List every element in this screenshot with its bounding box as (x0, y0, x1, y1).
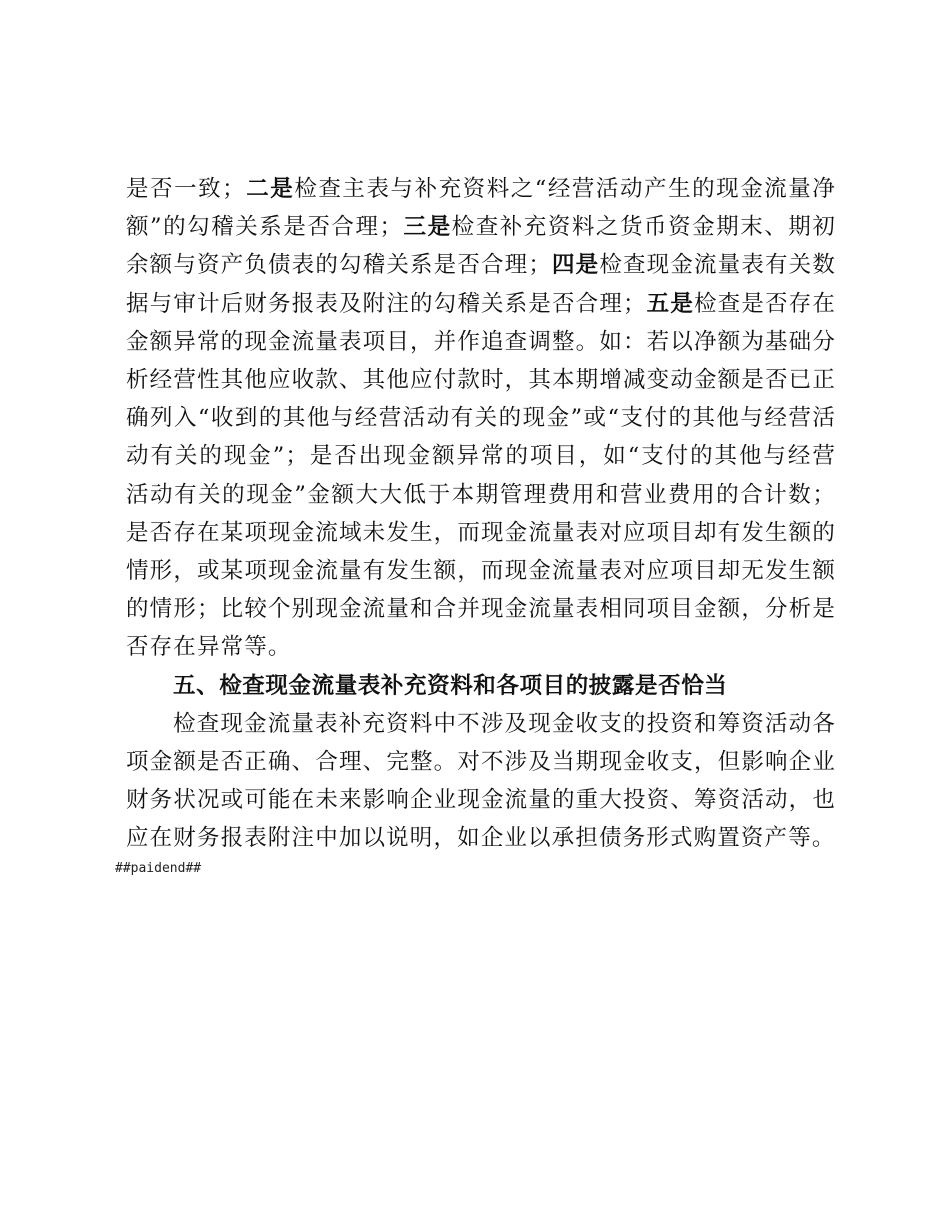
paragraph-check-items (126, 170, 836, 667)
document-page (115, 170, 836, 878)
bold-item-label: 三是 (403, 214, 452, 241)
paragraph-text: 是否一致； (126, 176, 246, 202)
page-end-marker: ##paidend## (115, 860, 202, 876)
paragraph-text: 检查补充资料之货币资金期末、期初余额与资产负债表的勾稽关系是否合理； (126, 214, 836, 279)
bold-item-label: 二是 (245, 176, 295, 202)
paragraph-text: 检查主表与补充资料之“经营活动产生的现金流量净额”的勾稽关系是否合理； (126, 176, 836, 241)
bold-item-label: 四是 (551, 252, 600, 279)
paragraph-text: 检查是否存在金额异常的现金流量表项目，并作追查调整。如：若以净额为基础分析经营性其他应收款、其他应付款时，其本期增减变动金额是否已正确列入“收到的其他与经营活动有关的现金”或“支付的其他与经营活动有关的现金”；是否出现金额异常的项目，如“支付的其他与经营活动有关的现金”金额大大低于本期管理费用和营业费用的合计数；是否存在某项现金流域未发生，而现金流量表对应项目却有发生额的情形，或某项现金流量有发生额，而现金流量表对应项目却无发生额的情形；比较个别现金流量和合并现金流量表相同项目金额，分析是否存在异常等。 (126, 290, 836, 661)
section-body-paragraph: 检查现金流量表补充资料中不涉及现金收支的投资和筹资活动各项金额是否正确、合理、完整。对不涉及当期现金收支，但影响企业财务状况或可能在未来影响企业现金流量的重大投资、筹资活动，也应在财务报表附注中加以说明，如企业以承担债务形式购置资产等。 (126, 710, 836, 852)
paragraph-text: 检查现金流量表有关数据与审计后财务报表及附注的勾稽关系是否合理； (126, 252, 836, 317)
section-heading: 五、检查现金流量表补充资料和各项目的披露是否恰当 (173, 672, 728, 699)
bold-item-label: 五是 (646, 290, 694, 317)
